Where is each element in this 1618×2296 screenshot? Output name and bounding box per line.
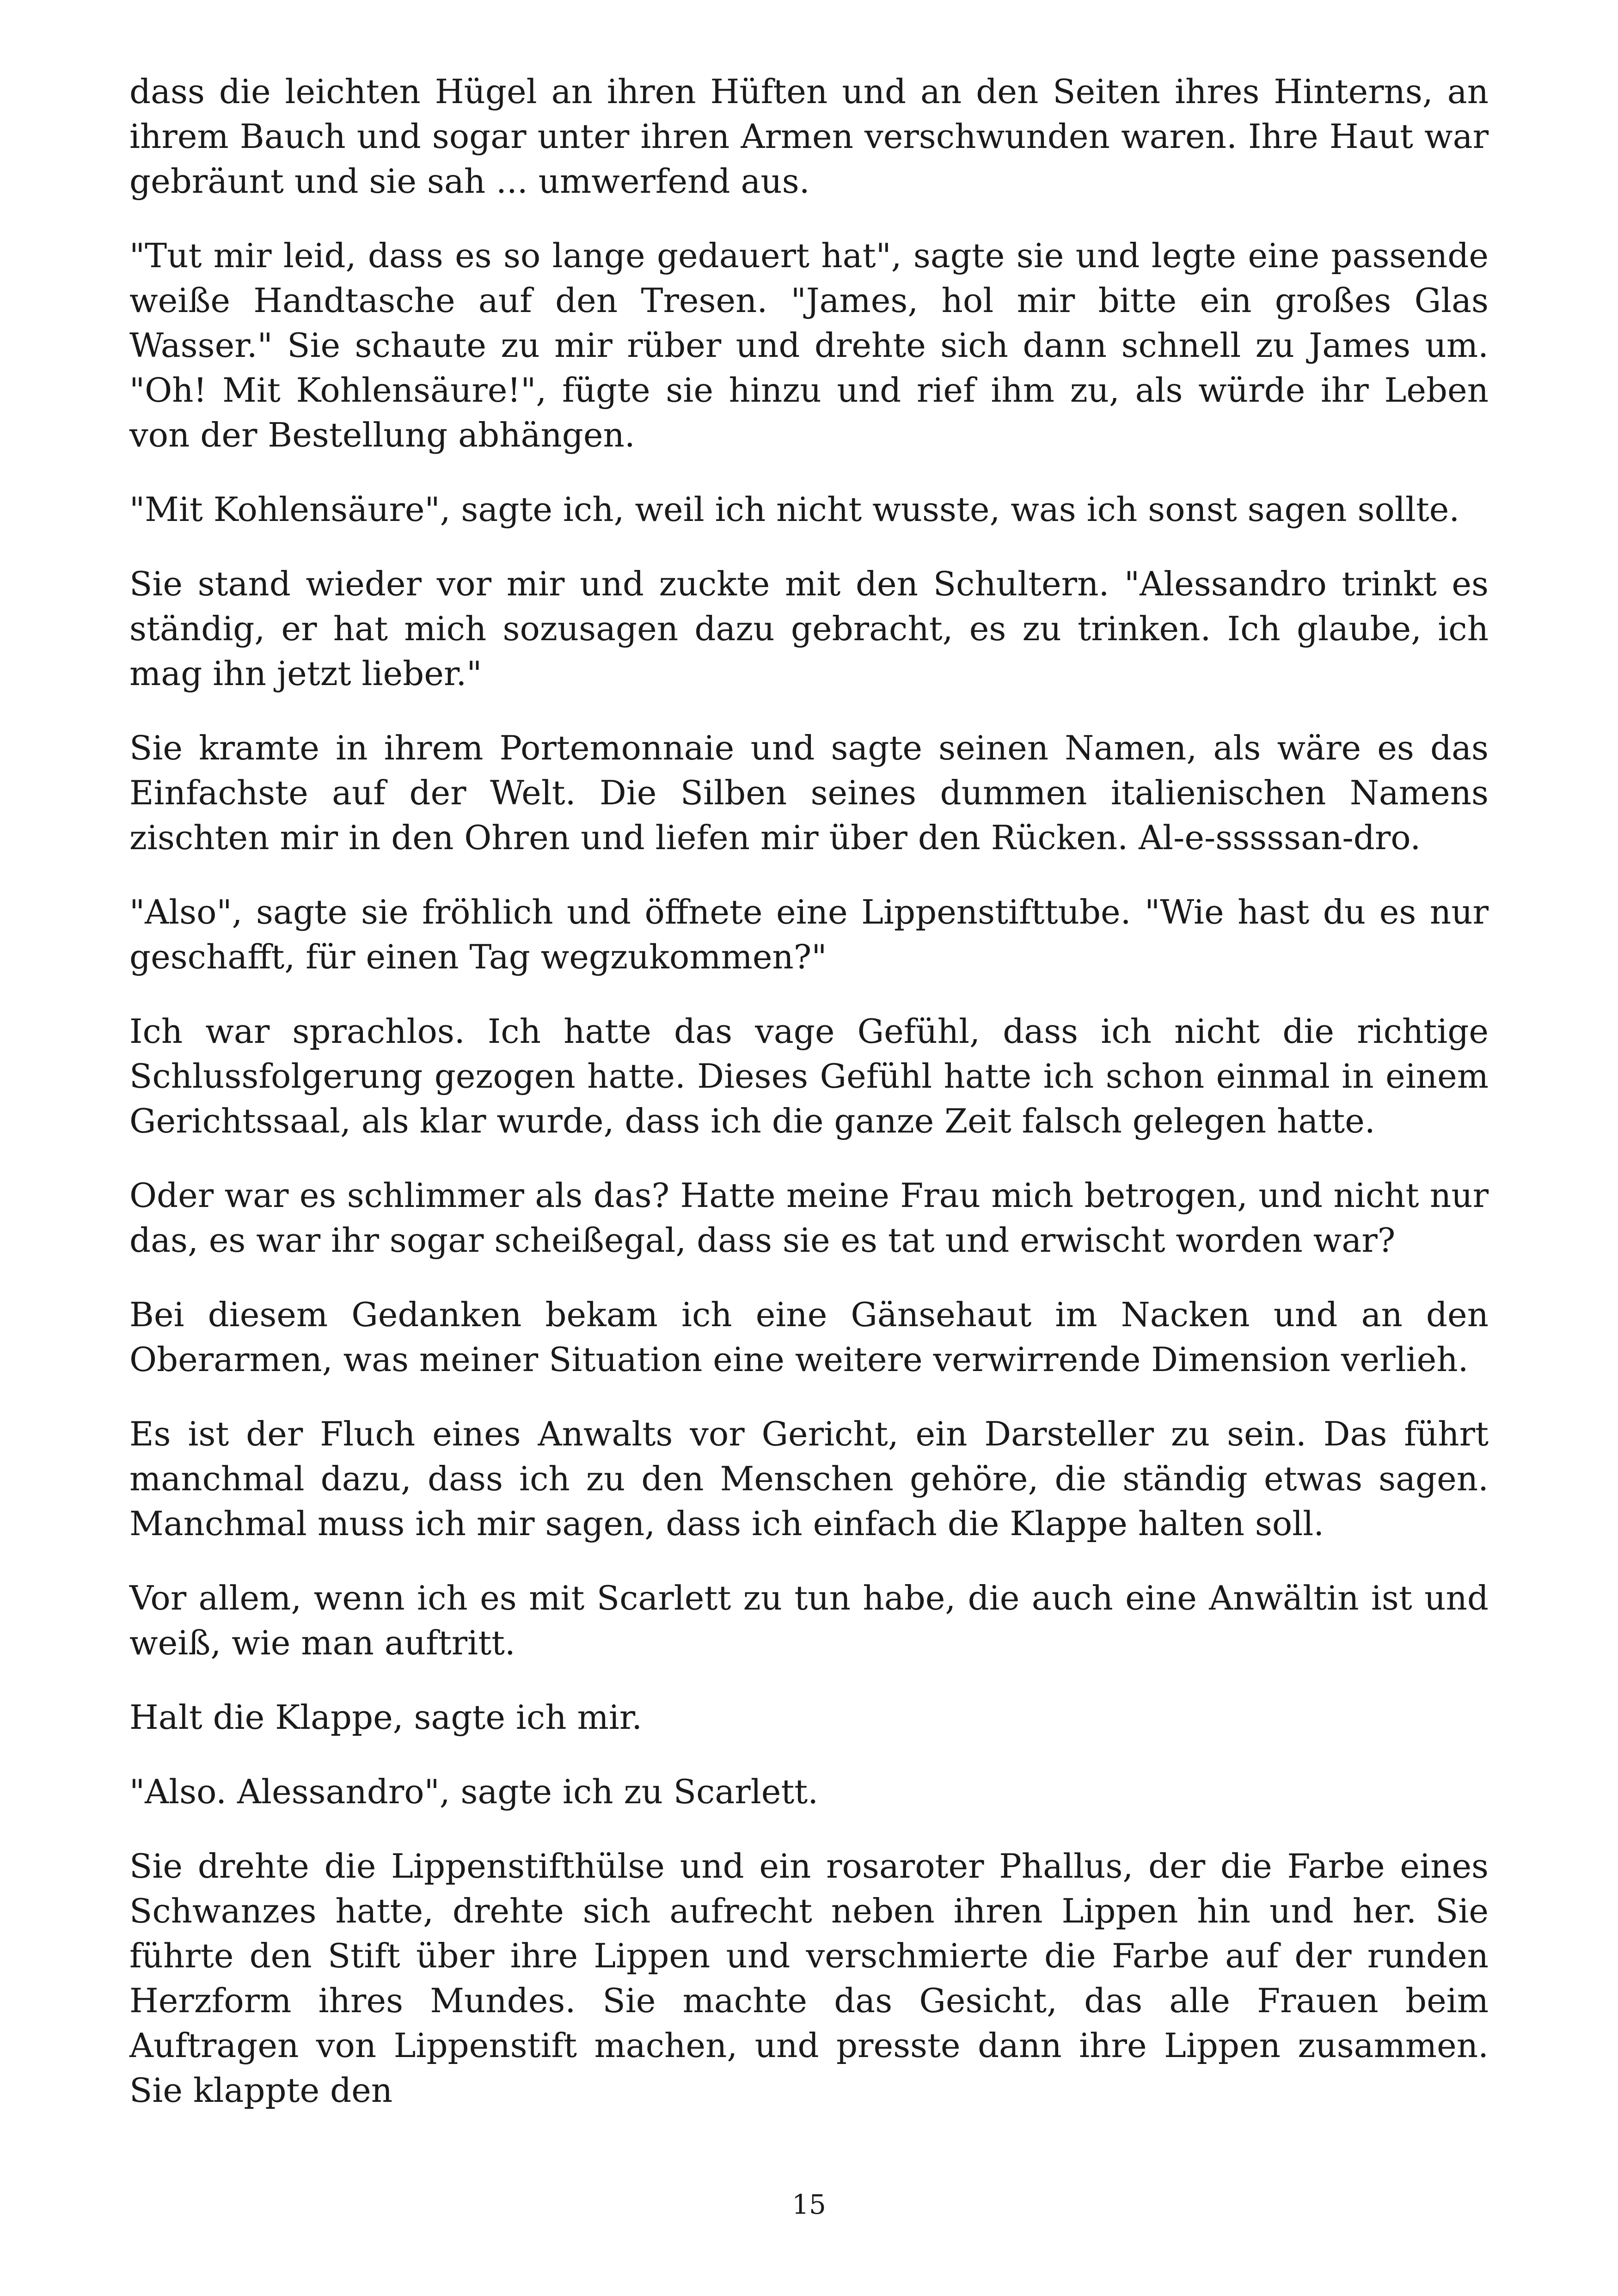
paragraph-4: Sie stand wieder vor mir und zuckte mit den Schultern. "Alessandro trinkt es ständig, er hat mich sozusagen dazu gebracht, es zu trinken. Ich glaube, ich mag ihn jetzt lieber." — [129, 564, 1489, 693]
paragraph-7: Ich war sprachlos. Ich hatte das vage Gefühl, dass ich nicht die richtige Schlussfolgerung gezogen hatte. Dieses Gefühl hatte ich schon einmal in einem Gerichtssaal, als klar wurde, dass ich die ganze Zeit falsch gelegen hatte. — [129, 1012, 1489, 1140]
paragraph-3: "Mit Kohlensäure", sagte ich, weil ich nicht wusste, was ich sonst sagen sollte. — [129, 490, 1460, 529]
paragraph-8: Oder war es schlimmer als das? Hatte meine Frau mich betrogen, und nicht nur das, es war ihr sogar scheißegal, dass sie es tat und erwischt worden war? — [129, 1176, 1489, 1260]
paragraph-5: Sie kramte in ihrem Portemonnaie und sagte seinen Namen, als wäre es das Einfachste auf der Welt. Die Silben seines dummen italienischen Namens zischten mir in den Ohren und liefen mir über den Rücken. Al-e-sssssan-dro. — [129, 729, 1489, 857]
paragraph-12: Halt die Klappe, sagte ich mir. — [129, 1698, 643, 1737]
paragraph-10: Es ist der Fluch eines Anwalts vor Gericht, ein Darsteller zu sein. Das führt manchmal dazu, dass ich zu den Menschen gehöre, die ständig etwas sagen. Manchmal muss ich mir sagen, dass ich einfach die Klappe halten soll. — [129, 1414, 1489, 1543]
page-number: 15 — [792, 2189, 826, 2220]
paragraph-2: "Tut mir leid, dass es so lange gedauert hat", sagte sie und legte eine passende weiße Handtasche auf den Tresen. "James, hol mir bitte ein großes Glas Wasser." Sie schaute zu mir rüber und drehte sich dann schnell zu James um. "Oh! Mit Kohlensäure!", fügte sie hinzu und rief ihm zu, als würde ihr Leben von der Bestellung abhängen. — [129, 236, 1489, 454]
paragraph-6: "Also", sagte sie fröhlich und öffnete eine Lippenstifttube. "Wie hast du es nur geschafft, für einen Tag wegzukommen?" — [129, 893, 1489, 976]
page-body — [129, 69, 1489, 2113]
paragraph-13: "Also. Alessandro", sagte ich zu Scarlett. — [129, 1772, 819, 1811]
paragraph-11: Vor allem, wenn ich es mit Scarlett zu tun habe, die auch eine Anwältin ist und weiß, wie man auftritt. — [129, 1579, 1489, 1662]
paragraph-14: Sie drehte die Lippenstifthülse und ein rosaroter Phallus, der die Farbe eines Schwanzes hatte, drehte sich aufrecht neben ihren Lippen hin und her. Sie führte den Stift über ihre Lippen und verschmierte die Farbe auf der runden Herzform ihres Mundes. Sie machte das Gesicht, das alle Frauen beim Auftragen von Lippenstift machen, und presste dann ihre Lippen zusammen. Sie klappte den — [129, 1847, 1489, 2110]
paragraph-9: Bei diesem Gedanken bekam ich eine Gänsehaut im Nacken und an den Oberarmen, was meiner Situation eine weitere verwirrende Dimension verlieh. — [129, 1295, 1489, 1379]
paragraph-1: dass die leichten Hügel an ihren Hüften und an den Seiten ihres Hinterns, an ihrem Bauch und sogar unter ihren Armen verschwunden waren. Ihre Haut war gebräunt und sie sah ... umwerfend aus. — [129, 72, 1489, 201]
